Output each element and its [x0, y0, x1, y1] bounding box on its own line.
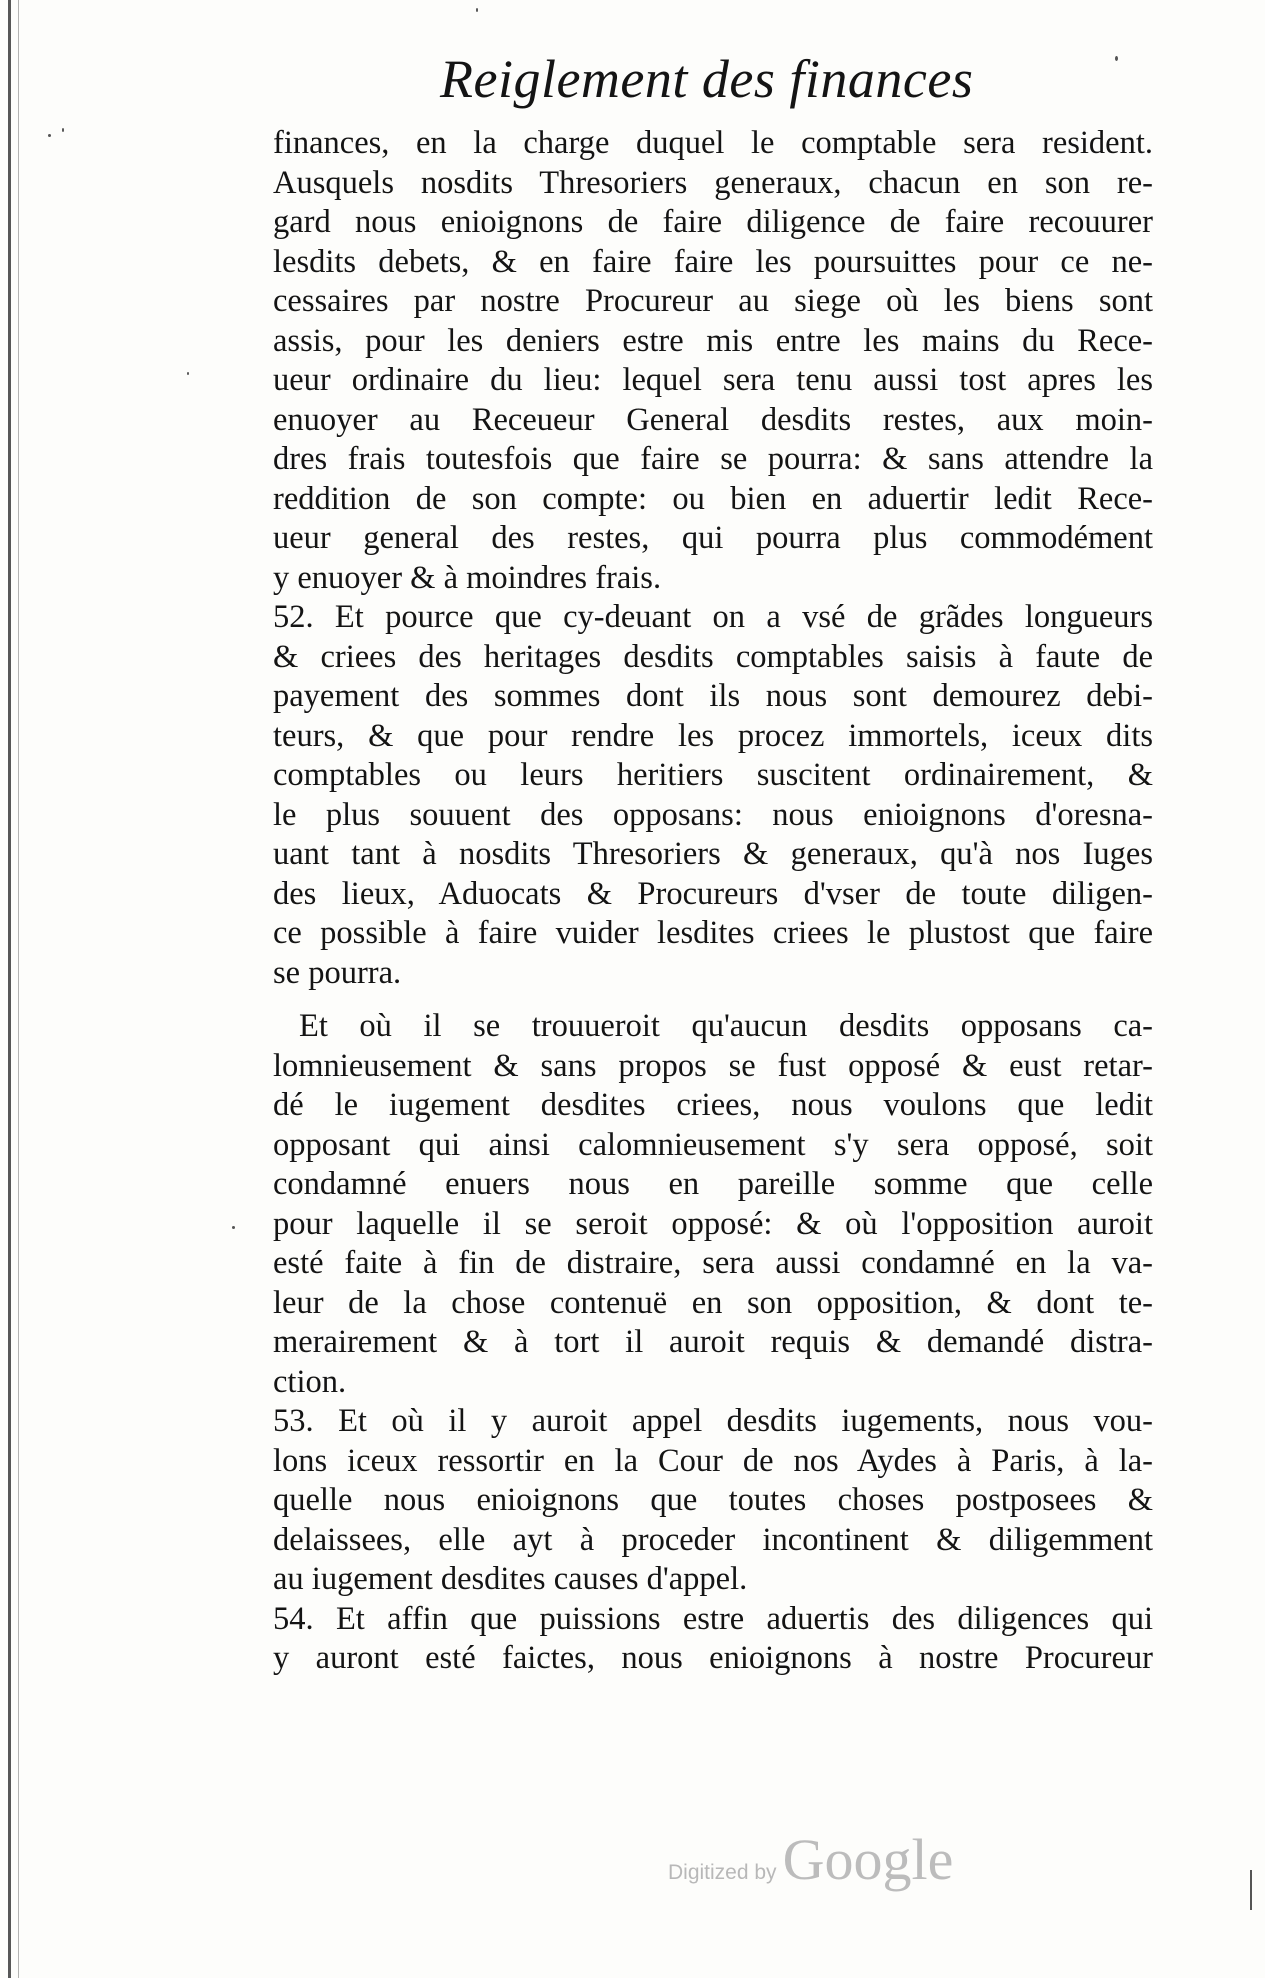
text-line: dres frais toutesfois que faire se pourra: & sans attendre la	[273, 441, 1153, 477]
text-line: & criees des heritages desdits comptables saisis à faute de	[273, 638, 1153, 675]
body-text	[273, 124, 1153, 1679]
text-line: comptables ou leurs heritiers suscitent ordinairement, &	[273, 757, 1153, 793]
ink-speck	[1115, 56, 1118, 61]
ink-speck	[232, 1226, 235, 1229]
article-52-line: 52. Et pource que cy-deuant on a vsé de grãdes longueurs	[273, 599, 1153, 635]
text-line: lesdits debets, & en faire faire les poursuittes pour ce ne-	[273, 243, 1153, 280]
ink-speck	[1250, 1870, 1252, 1910]
text-line: pour laquelle il se seroit opposé: & où l'opposition auroit	[273, 1205, 1153, 1242]
ink-speck	[48, 134, 51, 137]
text-line: opposant qui ainsi calomnieusement s'y sera opposé, soit	[273, 1126, 1153, 1163]
text-line: esté faite à fin de distraire, sera aussi condamné en la va-	[273, 1245, 1153, 1281]
text-line: se pourra.	[273, 954, 402, 991]
text-line: ueur ordinaire du lieu: lequel sera tenu aussi tost apres les	[273, 362, 1153, 398]
text-line: y enuoyer & à moindres frais.	[273, 559, 662, 596]
text-line: merairement & à tort il auroit requis & demandé distra-	[273, 1324, 1153, 1360]
text-line: ueur general des restes, qui pourra plus commodément	[273, 520, 1153, 556]
text-line: assis, pour les deniers estre mis entre les mains du Rece-	[273, 322, 1153, 359]
google-logo: Google	[782, 1827, 954, 1892]
text-line: delaissees, elle ayt à proceder incontinent & diligemment	[273, 1521, 1153, 1558]
text-line: payement des sommes dont ils nous sont demourez debi-	[273, 678, 1153, 714]
text-line: quelle nous enioignons que toutes choses postposees &	[273, 1482, 1153, 1518]
binding-edge	[8, 0, 11, 1978]
text-line: au iugement desdites causes d'appel.	[273, 1561, 748, 1597]
text-line: condamné enuers nous en pareille somme que celle	[273, 1166, 1153, 1202]
article-53-line: 53. Et où il y auroit appel desdits iugements, nous vou-	[273, 1403, 1153, 1439]
text-line: cessaires par nostre Procureur au siege où les biens sont	[273, 283, 1153, 319]
text-line: dé le iugement desdites criees, nous voulons que ledit	[273, 1087, 1153, 1123]
text-line: leur de la chose contenuë en son opposition, & dont te-	[273, 1284, 1153, 1321]
text-line: enuoyer au Receueur General desdits restes, aux moin-	[273, 401, 1153, 438]
text-line: lomnieusement & sans propos se fust opposé & eust retar-	[273, 1047, 1153, 1084]
digitized-watermark	[668, 1826, 953, 1893]
text-line: reddition de son compte: ou bien en aduertir ledit Rece-	[273, 480, 1153, 517]
text-line: teurs, & que pour rendre les procez immortels, iceux dits	[273, 717, 1153, 754]
text-line: le plus souuent des opposans: nous enioignons d'oresna-	[273, 796, 1153, 833]
article-54-line: 54. Et affin que puissions estre aduertis des diligences qui	[273, 1600, 1153, 1637]
running-head: Reiglement des finances	[440, 49, 974, 109]
text-line: ction.	[273, 1363, 347, 1400]
text-line: uant tant à nosdits Thresoriers & generaux, qu'à nos Iuges	[273, 836, 1153, 872]
paragraph-start-line: Et où il se trouueroit qu'aucun desdits opposans ca-	[299, 1008, 1153, 1044]
text-line: Ausquels nosdits Thresoriers generaux, chacun en son re-	[273, 164, 1153, 201]
paragraph-gap	[273, 993, 1153, 1007]
binding-shadow	[18, 0, 19, 1978]
text-line: ce possible à faire vuider lesdites criees le plustost que faire	[273, 915, 1153, 951]
text-line: lons iceux ressortir en la Cour de nos Aydes à Paris, à la-	[273, 1442, 1153, 1479]
text-line: y auront esté faictes, nous enioignons à nostre Procureur	[273, 1640, 1153, 1676]
text-line: des lieux, Aduocats & Procureurs d'vser de toute diligen-	[273, 875, 1153, 912]
ink-speck	[62, 128, 64, 132]
digitized-by-text: Digitized by	[668, 1861, 777, 1884]
ink-speck	[476, 8, 478, 12]
text-line: gard nous enioignons de faire diligence de faire recouurer	[273, 204, 1153, 240]
ink-speck	[187, 372, 189, 375]
text-line: finances, en la charge duquel le comptable sera resident.	[273, 125, 1153, 161]
